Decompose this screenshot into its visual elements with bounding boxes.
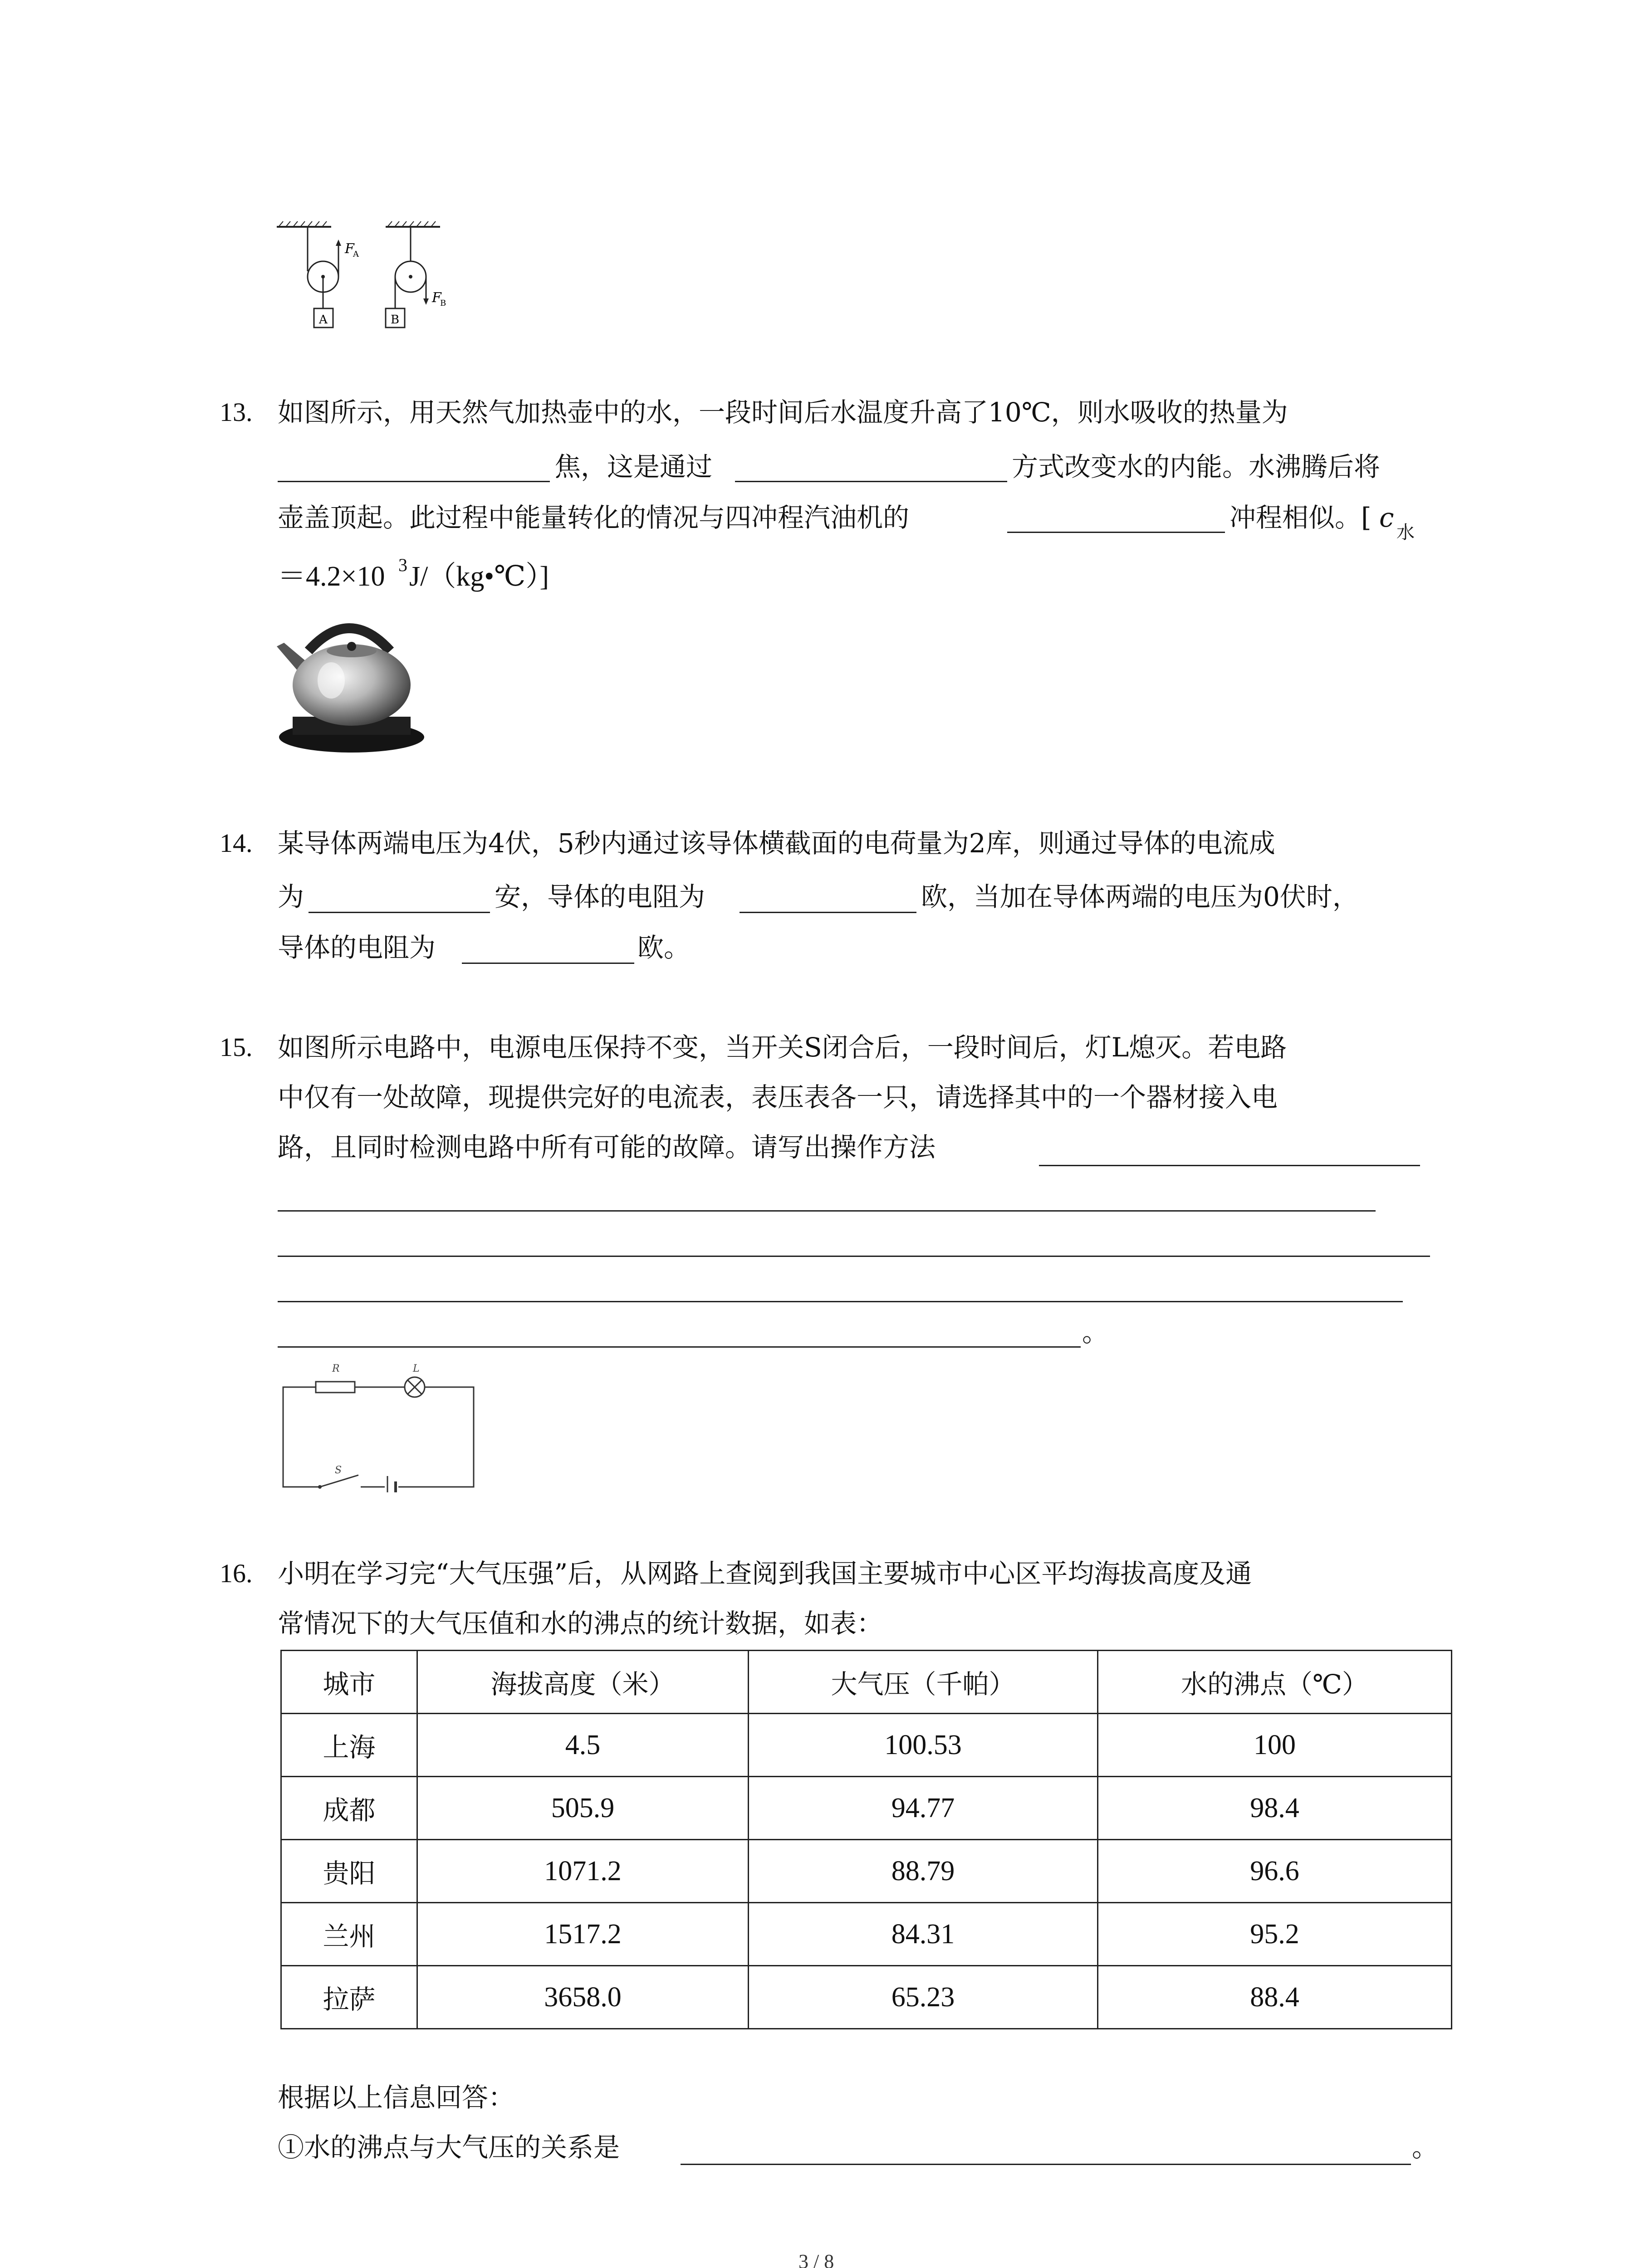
table-cell: 94.77 [749, 1777, 1098, 1840]
q14-line3-end: 欧。 [637, 932, 691, 963]
q13-line3-end: 冲程相似。[ [1230, 502, 1372, 533]
q14-line2-start: 为 [278, 881, 304, 912]
q13-line4-sup: 3 [398, 555, 407, 575]
force-b-sub: B [440, 298, 446, 308]
table-cell-city: 贵阳 [281, 1840, 417, 1903]
q16-sub1: ①水的沸点与大气压的关系是 [278, 2132, 620, 2163]
table-cell: 84.31 [749, 1903, 1098, 1966]
table-header: 大气压（千帕） [749, 1651, 1098, 1714]
table-row [281, 1714, 1452, 1777]
altitude-pressure-table [280, 1650, 1452, 2029]
q15-line2: 中仅有一处故障，现提供完好的电流表，表压表各一只，请选择其中的一个器材接入电 [278, 1082, 1278, 1113]
force-a-sub: A [353, 249, 359, 259]
q13-line1: 如图所示，用天然气加热壶中的水，一段时间后水温度升高了10℃，则水吸收的热量为 [278, 397, 1288, 428]
q14-blank-current[interactable] [309, 912, 490, 913]
q15-line1: 如图所示电路中，电源电压保持不变，当开关S闭合后，一段时间后，灯L熄灭。若电路 [278, 1032, 1287, 1063]
force-a-label: F [345, 241, 354, 257]
table-header: 水的沸点（℃） [1098, 1651, 1452, 1714]
q13-number: 13. [220, 397, 253, 427]
q13-blank-method[interactable] [735, 481, 1007, 482]
table-header: 城市 [281, 1651, 417, 1714]
table-cell-city: 上海 [281, 1714, 417, 1777]
table-cell: 95.2 [1098, 1903, 1452, 1966]
q15-end-mark: 。 [1082, 1317, 1109, 1348]
table-header-row [281, 1651, 1452, 1714]
table-cell: 88.4 [1098, 1966, 1452, 2029]
table-cell: 4.5 [417, 1714, 749, 1777]
q16-line1: 小明在学习完“大气压强”后，从网路上查阅到我国主要城市中心区平均海拔高度及通 [278, 1558, 1252, 1589]
q15-answer-line-1[interactable] [1039, 1165, 1420, 1166]
kettle-photo-icon [272, 601, 426, 758]
table-cell: 3658.0 [417, 1966, 749, 2029]
q15-answer-line-3[interactable] [278, 1256, 1430, 1257]
q14-line1: 某导体两端电压为4伏，5秒内通过该导体横截面的电荷量为2库，则通过导体的电流成 [278, 828, 1275, 859]
q14-number: 14. [220, 828, 253, 858]
table-row [281, 1840, 1452, 1903]
q13-blank-stroke[interactable] [1007, 532, 1225, 533]
table-cell: 100 [1098, 1714, 1452, 1777]
table-cell: 100.53 [749, 1714, 1098, 1777]
table-row [281, 1903, 1452, 1966]
table-cell: 1517.2 [417, 1903, 749, 1966]
q14-line3-start: 导体的电阻为 [278, 932, 436, 963]
q13-line4-start: ＝4.2×10 [278, 561, 385, 592]
table-cell: 65.23 [749, 1966, 1098, 2029]
q14-line2-end: 欧，当加在导体两端的电压为0伏时， [921, 881, 1359, 912]
q14-line2-mid: 安，导体的电阻为 [495, 881, 705, 912]
table-cell-city: 兰州 [281, 1903, 417, 1966]
table-cell: 505.9 [417, 1777, 749, 1840]
circuit-r-label: R [332, 1363, 340, 1374]
circuit-diagram [277, 1356, 481, 1492]
q13-c-sub: 水 [1396, 522, 1415, 543]
table-row [281, 1966, 1452, 2029]
q15-answer-line-4[interactable] [278, 1301, 1403, 1302]
table-row [281, 1777, 1452, 1840]
box-b-label: B [391, 313, 400, 327]
table-cell: 1071.2 [417, 1840, 749, 1903]
q16-prompt: 根据以上信息回答： [278, 2082, 515, 2113]
q13-c-symbol: c [1379, 502, 1394, 533]
q13-line4-end: J/（kg•℃）] [409, 561, 549, 592]
q13-line2-mid: 焦，这是通过 [554, 451, 713, 482]
q13-line2-end: 方式改变水的内能。水沸腾后将 [1012, 451, 1381, 482]
q14-blank-resistance-zero[interactable] [462, 963, 634, 964]
force-b-label: F [432, 290, 441, 306]
q16-number: 16. [220, 1559, 253, 1588]
q16-line2: 常情况下的大气压值和水的沸点的统计数据，如表： [278, 1608, 883, 1639]
table-cell: 96.6 [1098, 1840, 1452, 1903]
q13-blank-heat[interactable] [278, 481, 550, 482]
pulley-diagram [272, 213, 463, 340]
table-cell-city: 成都 [281, 1777, 417, 1840]
q16-sub1-end: 。 [1412, 2132, 1439, 2163]
table-header: 海拔高度（米） [417, 1651, 749, 1714]
q14-blank-resistance[interactable] [740, 912, 916, 913]
table-cell: 88.79 [749, 1840, 1098, 1903]
table-cell-city: 拉萨 [281, 1966, 417, 2029]
q15-number: 15. [220, 1032, 253, 1062]
q15-answer-line-2[interactable] [278, 1210, 1376, 1212]
q15-line3: 路，且同时检测电路中所有可能的故障。请写出操作方法 [278, 1132, 936, 1163]
q13-line3-start: 壶盖顶起。此过程中能量转化的情况与四冲程汽油机的 [278, 502, 910, 533]
q16-answer-line[interactable] [681, 2164, 1411, 2165]
circuit-s-label: S [335, 1465, 342, 1476]
box-a-label: A [319, 313, 328, 327]
circuit-l-label: L [413, 1363, 420, 1374]
page-number: 3 / 8 [798, 2250, 834, 2268]
table-cell: 98.4 [1098, 1777, 1452, 1840]
q15-answer-line-5[interactable] [278, 1346, 1081, 1348]
